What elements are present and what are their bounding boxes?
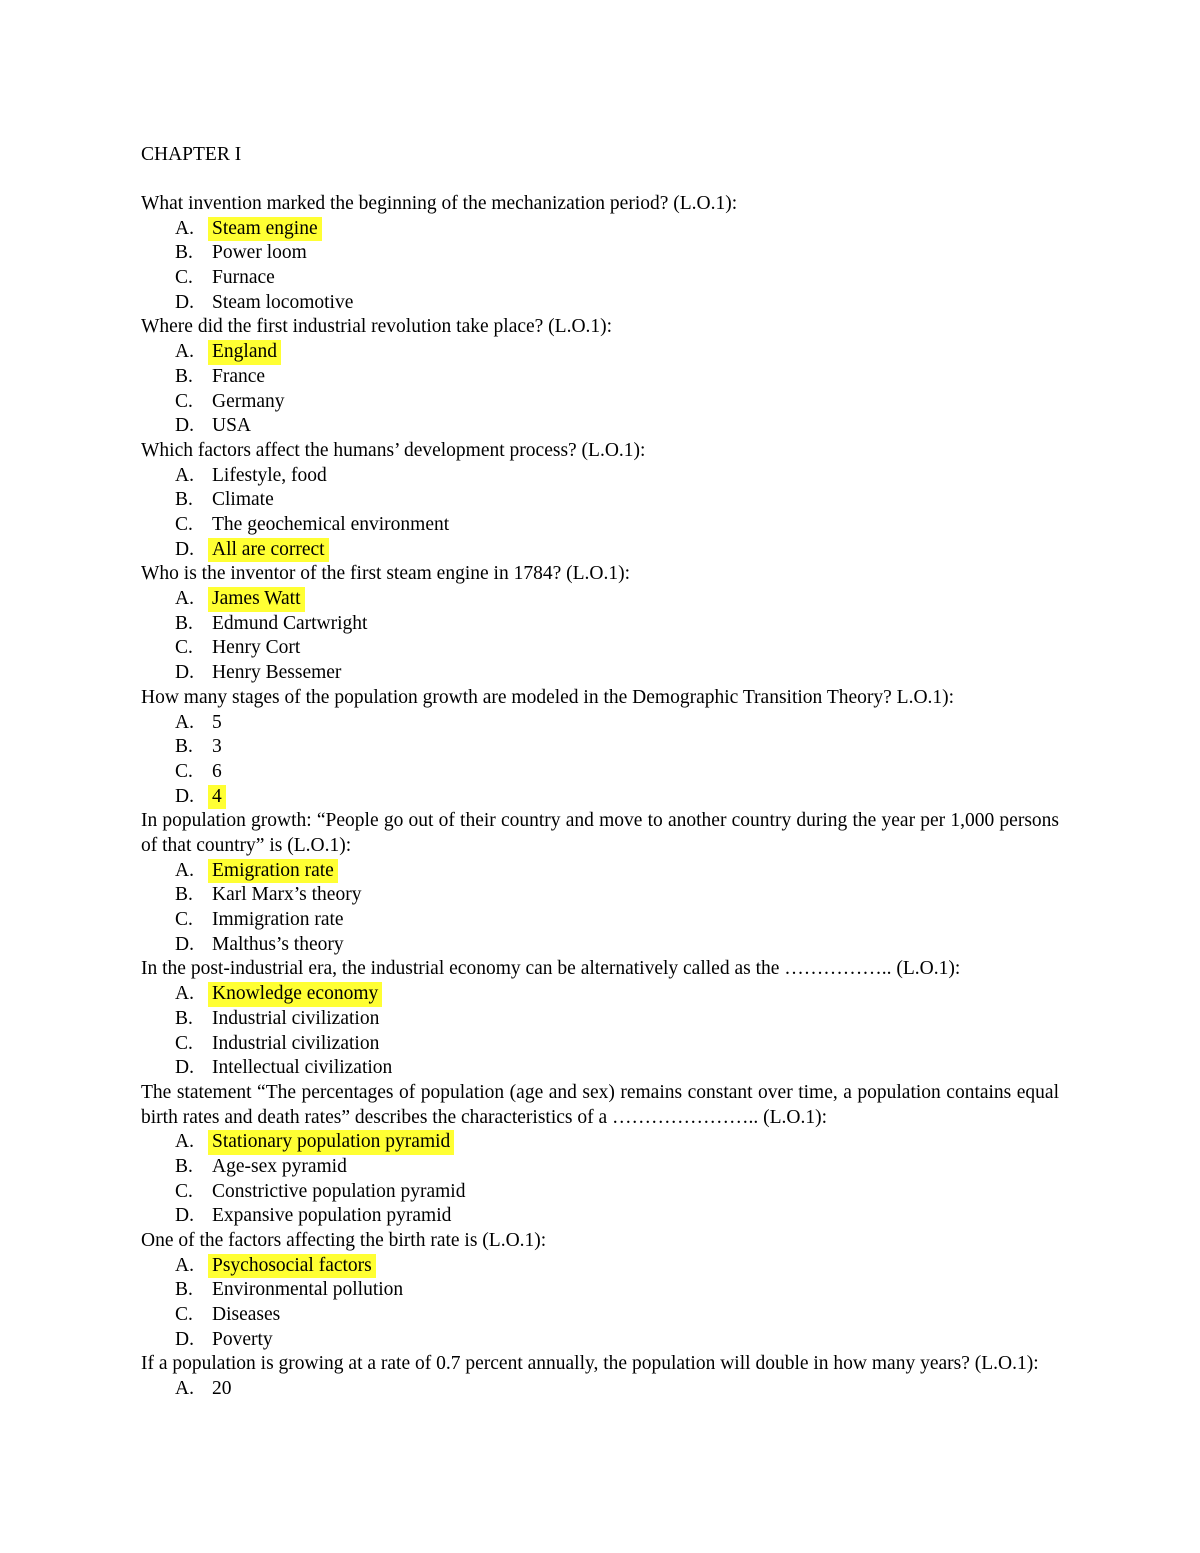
option-text: Immigration rate (212, 909, 344, 931)
option-text: France (212, 365, 266, 387)
answer-option (141, 1032, 1059, 1057)
answer-option (141, 661, 1059, 686)
option-letter: A. (175, 1254, 194, 1276)
option-text: 6 (212, 760, 222, 782)
option-text: 3 (212, 736, 222, 758)
option-text: Henry Cort (212, 637, 301, 659)
question-text: Who is the inventor of the first steam engine in 1784? (L.O.1): (141, 563, 631, 585)
answer-option (141, 1180, 1059, 1205)
option-text: Power loom (212, 242, 307, 264)
option-text: Poverty (212, 1328, 273, 1350)
answer-option (141, 1056, 1059, 1081)
answer-option-correct (141, 340, 1059, 365)
option-letter: B. (175, 489, 193, 511)
highlighted-answer-text: 4 (208, 785, 226, 810)
option-letter: C. (175, 267, 193, 289)
option-letter: C. (175, 909, 193, 931)
answer-option (141, 513, 1059, 538)
answer-option (141, 464, 1059, 489)
option-letter: A. (175, 1378, 194, 1400)
answer-option (141, 1204, 1059, 1229)
option-letter: C. (175, 390, 193, 412)
option-letter: D. (175, 1057, 194, 1079)
option-text: Germany (212, 390, 285, 412)
option-letter: A. (175, 1131, 194, 1153)
answer-option (141, 414, 1059, 439)
option-letter: A. (175, 341, 194, 363)
option-letter: D. (175, 785, 194, 807)
option-letter: D. (175, 415, 194, 437)
answer-option (141, 1328, 1059, 1353)
option-letter: D. (175, 291, 194, 313)
option-letter: A. (175, 588, 194, 610)
answer-option (141, 883, 1059, 908)
answer-option-correct (141, 538, 1059, 563)
answer-option (141, 636, 1059, 661)
answer-option (141, 933, 1059, 958)
option-text: Industrial civilization (212, 1032, 380, 1054)
answer-option-correct (141, 217, 1059, 242)
answer-option (141, 365, 1059, 390)
option-text: Age-sex pyramid (212, 1155, 347, 1177)
option-letter: B. (175, 242, 193, 264)
option-text: Henry Bessemer (212, 662, 342, 684)
option-letter: D. (175, 1205, 194, 1227)
option-text: Karl Marx’s theory (212, 884, 362, 906)
option-letter: C. (175, 760, 193, 782)
question-text: Which factors affect the humans’ development process? (L.O.1): (141, 439, 646, 461)
answer-option (141, 241, 1059, 266)
option-letter: C. (175, 513, 193, 535)
option-text: 5 (212, 711, 222, 733)
option-letter: D. (175, 662, 194, 684)
answer-option (141, 1278, 1059, 1303)
option-text: Edmund Cartwright (212, 612, 368, 634)
option-text: Environmental pollution (212, 1279, 404, 1301)
option-letter: C. (175, 1032, 193, 1054)
highlighted-answer-text: Emigration rate (208, 859, 338, 884)
highlighted-answer-text: Knowledge economy (208, 982, 382, 1007)
highlighted-answer-text: Stationary population pyramid (208, 1130, 454, 1155)
option-text: Climate (212, 489, 274, 511)
option-text: Furnace (212, 267, 275, 289)
option-letter: B. (175, 884, 193, 906)
option-letter: A. (175, 217, 194, 239)
question-text: One of the factors affecting the birth rate is (L.O.1): (141, 1230, 547, 1252)
option-letter: A. (175, 464, 194, 486)
option-letter: B. (175, 612, 193, 634)
answer-option (141, 291, 1059, 316)
option-letter: D. (175, 933, 194, 955)
answer-option (141, 612, 1059, 637)
highlighted-answer-text: James Watt (208, 587, 305, 612)
option-text: Intellectual civilization (212, 1057, 393, 1079)
answer-option (141, 1155, 1059, 1180)
option-letter: B. (175, 1007, 193, 1029)
answer-option-correct (141, 785, 1059, 810)
answer-option-correct (141, 859, 1059, 884)
option-text: Steam locomotive (212, 291, 354, 313)
option-text: Constrictive population pyramid (212, 1180, 466, 1202)
answer-option (141, 760, 1059, 785)
question-text: If a population is growing at a rate of 0.7 percent annually, the population will double in how many years? (L.O.1): (141, 1353, 1039, 1375)
answer-option (141, 390, 1059, 415)
question-text: What invention marked the beginning of the mechanization period? (L.O.1): (141, 193, 738, 214)
option-letter: B. (175, 365, 193, 387)
question-text: The statement “The percentages of population (age and sex) remains constant over time, a population contains equal birth rates and death rates” describes the characteristics of a ………………….. (L.O.1): (141, 1081, 1059, 1128)
answer-option (141, 1007, 1059, 1032)
option-letter: B. (175, 1279, 193, 1301)
question-text: How many stages of the population growth are modeled in the Demographic Transition Theory? L.O.1): (141, 686, 955, 708)
option-letter: C. (175, 637, 193, 659)
answer-option-correct (141, 587, 1059, 612)
answer-option (141, 488, 1059, 513)
highlighted-answer-text: Steam engine (208, 217, 322, 242)
option-letter: B. (175, 1155, 193, 1177)
option-text: Lifestyle, food (212, 464, 327, 486)
question-text: Where did the first industrial revolution take place? (L.O.1): (141, 316, 613, 338)
option-letter: D. (175, 538, 194, 560)
option-letter: A. (175, 983, 194, 1005)
option-text: Diseases (212, 1304, 281, 1326)
option-text: Industrial civilization (212, 1007, 380, 1029)
option-text: 20 (212, 1378, 232, 1400)
option-text: USA (212, 415, 252, 437)
option-text: Malthus’s theory (212, 933, 344, 955)
question-text: In population growth: “People go out of their country and move to another country during the year per 1,000 persons of that country” is (L.O.1): (141, 810, 1059, 856)
option-text: The geochemical environment (212, 513, 450, 535)
option-letter: D. (175, 1328, 194, 1350)
answer-option (141, 266, 1059, 291)
question-text: In the post-industrial era, the industrial economy can be alternatively called as the …………….. (L.O.1): (141, 958, 961, 980)
answer-option (141, 1377, 1059, 1402)
answer-option (141, 1303, 1059, 1328)
highlighted-answer-text: England (208, 340, 281, 365)
option-letter: A. (175, 859, 194, 881)
highlighted-answer-text: All are correct (208, 538, 329, 563)
highlighted-answer-text: Psychosocial factors (208, 1254, 376, 1279)
answer-option-correct (141, 1254, 1059, 1279)
answer-option (141, 908, 1059, 933)
answer-option-correct (141, 982, 1059, 1007)
option-letter: A. (175, 711, 194, 733)
answer-option (141, 735, 1059, 760)
chapter-title: CHAPTER I (141, 144, 242, 165)
question-list (141, 192, 1059, 1402)
option-text: Expansive population pyramid (212, 1205, 452, 1227)
option-letter: C. (175, 1304, 193, 1326)
option-letter: B. (175, 736, 193, 758)
option-letter: C. (175, 1180, 193, 1202)
answer-option (141, 711, 1059, 736)
answer-option-correct (141, 1130, 1059, 1155)
